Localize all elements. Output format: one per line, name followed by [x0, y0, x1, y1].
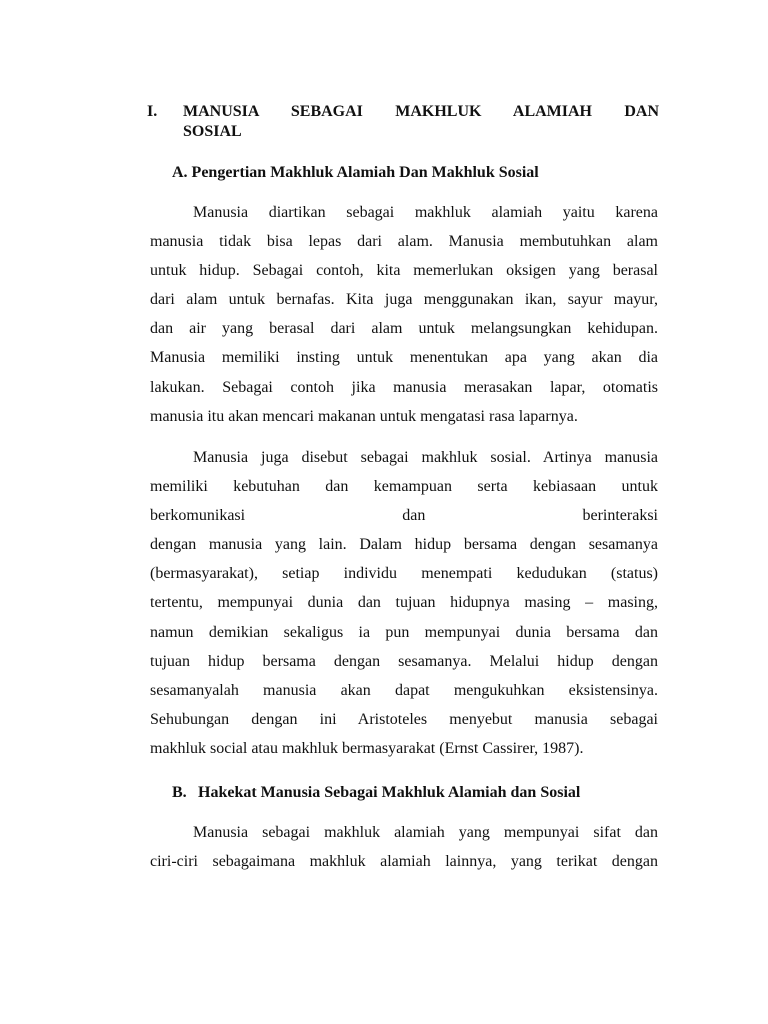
paragraph-sosial [150, 443, 658, 763]
subsection-b-title: Hakekat Manusia Sebagai Makhluk Alamiah dan Sosial [198, 784, 581, 801]
paragraph-line: Manusia sebagai makhluk alamiah yang mempunyai sifat dan [193, 824, 658, 841]
paragraph-line: tertentu, mempunyai dunia dan tujuan hidupnya masing – masing, [150, 594, 658, 612]
paragraph-alamiah [150, 198, 658, 431]
paragraph-line: lakukan. Sebagai contoh jika manusia merasakan lapar, otomatis [150, 378, 658, 396]
paragraph-line: sesamanyalah manusia akan dapat mengukuhkan eksistensinya. [150, 681, 658, 699]
paragraph-line: Manusia diartikan sebagai makhluk alamiah yaitu karena [193, 204, 658, 221]
section-title-line-2: SOSIAL [183, 123, 242, 140]
paragraph-line: tujuan hidup bersama dengan sesamanya. Melalui hidup dengan [150, 652, 658, 670]
paragraph-line: dengan manusia yang lain. Dalam hidup bersama dengan sesamanya [150, 536, 658, 554]
paragraph-line: namun demikian sekaligus ia pun mempunyai dunia bersama dan [150, 623, 658, 641]
paragraph-line: (bermasyarakat), setiap individu menempati kedudukan (status) [150, 565, 658, 583]
section-title [183, 102, 659, 142]
paragraph-line: Manusia juga disebut sebagai makhluk sosial. Artinya manusia [193, 449, 658, 466]
paragraph-line: Sehubungan dengan ini Aristoteles menyebut manusia sebagai [150, 710, 658, 728]
section-title-line-1: MANUSIA SEBAGAI MAKHLUK ALAMIAH DAN [183, 103, 659, 120]
paragraph-line: memiliki kebutuhan dan kemampuan serta kebiasaan untuk [150, 478, 658, 496]
paragraph-line: untuk hidup. Sebagai contoh, kita memerlukan oksigen yang berasal [150, 262, 658, 280]
paragraph-line: dan air yang berasal dari alam untuk melangsungkan kehidupan. [150, 320, 658, 338]
paragraph-line: dari alam untuk bernafas. Kita juga menggunakan ikan, sayur mayur, [150, 291, 658, 309]
paragraph-line: manusia tidak bisa lepas dari alam. Manusia membutuhkan alam [150, 233, 658, 251]
paragraph-line: Manusia memiliki insting untuk menentukan apa yang akan dia [150, 349, 658, 367]
paragraph-hakekat [150, 818, 658, 876]
paragraph-line: manusia itu akan mencari makanan untuk mengatasi rasa laparnya. [150, 407, 578, 425]
paragraph-line: berkomunikasi dan berinteraksi [150, 507, 658, 525]
section-number: I. [147, 103, 158, 120]
paragraph-line: ciri-ciri sebagaimana makhluk alamiah lainnya, yang terikat dengan [150, 853, 658, 871]
paragraph-line: makhluk social atau makhluk bermasyarakat (Ernst Cassirer, 1987). [150, 739, 584, 757]
subsection-b-heading [172, 783, 580, 803]
subsection-b-letter: B. [172, 784, 187, 801]
subsection-a-heading: A. Pengertian Makhluk Alamiah Dan Makhluk Sosial [172, 164, 539, 181]
